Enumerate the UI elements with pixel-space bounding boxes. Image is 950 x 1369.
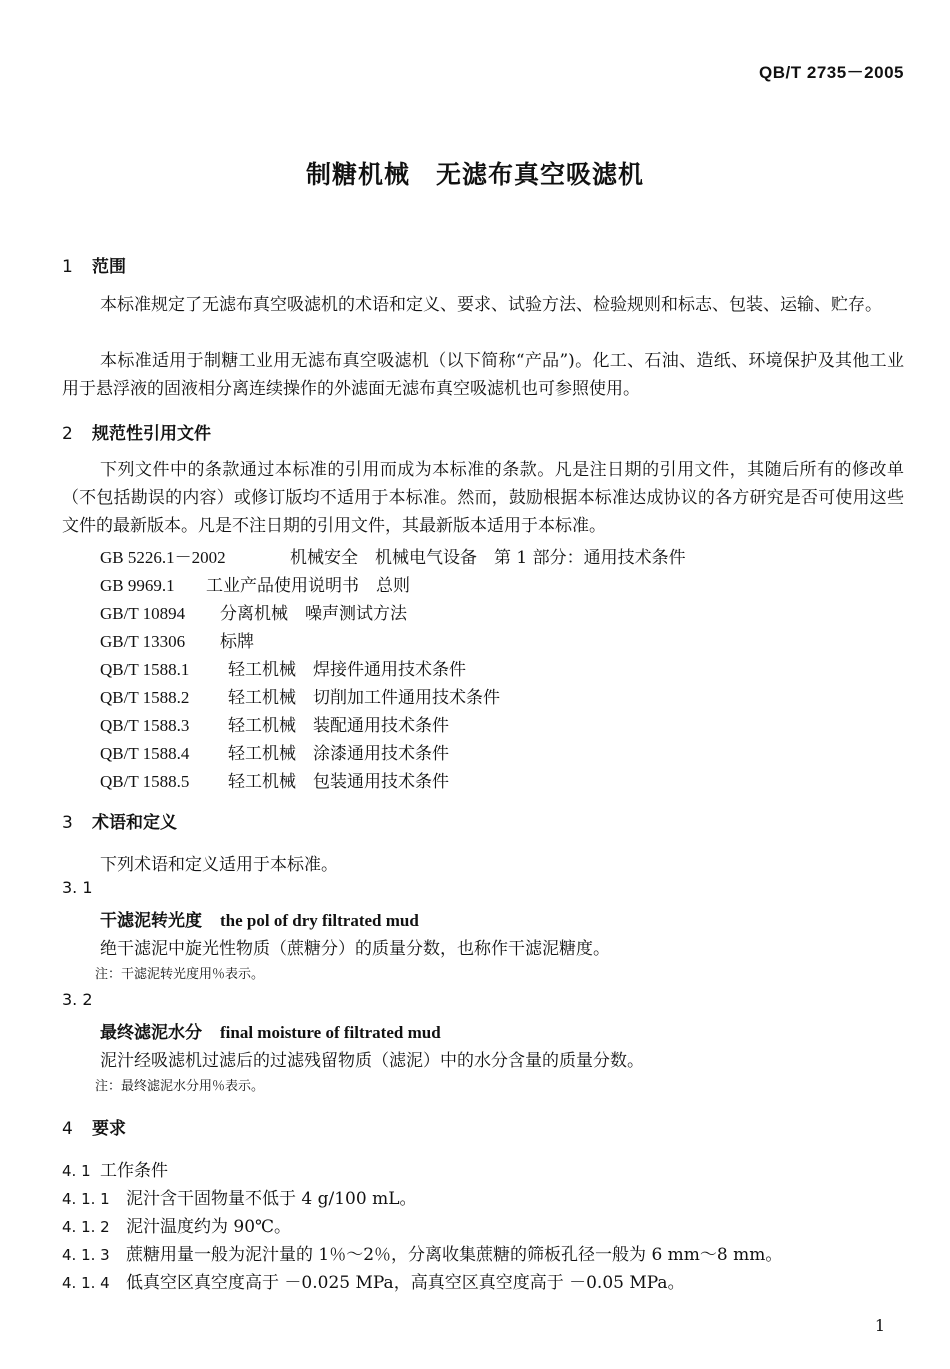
- section-2-paragraph: 下列文件中的条款通过本标准的引用而成为本标准的条款。凡是注日期的引用文件，其随后所有的修改单（不包括勘误的内容）或修订版均不适用于本标准。然而，鼓励根据本标准达成协议的各方研究是否可使用这些文件的最新版本。凡是不注日期的引用文件，其最新版本适用于本标准。: [62, 460, 904, 536]
- requirement-text: 低真空区真空度高于 －0.025 MPa，高真空区真空度高于 －0.05 MPa。: [126, 1273, 685, 1293]
- term-number: 3. 1: [62, 878, 93, 897]
- reference-code: QB/T 1588.2: [100, 688, 190, 707]
- requirement-item: [62, 1268, 685, 1293]
- reference-title: 轻工机械 焊接件通用技术条件: [228, 660, 466, 680]
- section-3-intro: 下列术语和定义适用于本标准。: [100, 855, 338, 875]
- term-note: 注：最终滤泥水分用％表示。: [95, 1079, 265, 1094]
- term-heading: [100, 1018, 441, 1043]
- section-2-heading: [62, 419, 211, 444]
- reference-item: [100, 627, 254, 652]
- term-zh: 干滤泥转光度: [100, 911, 202, 931]
- standard-code: QB/T 2735－2005: [759, 63, 904, 82]
- requirement-item: [62, 1184, 417, 1209]
- term-zh: 最终滤泥水分: [100, 1023, 202, 1043]
- reference-title: 工业产品使用说明书 总则: [206, 576, 410, 596]
- requirement-text: 泥汁温度约为 90℃。: [126, 1217, 292, 1237]
- requirement-text: 蔗糖用量一般为泥汁量的 1％～2％，分离收集蔗糖的筛板孔径一般为 6 mm～8 mm。: [126, 1245, 783, 1265]
- section-title: 规范性引用文件: [92, 424, 211, 444]
- section-title: 范围: [92, 257, 126, 277]
- requirement-text: 泥汁含干固物量不低于 4 g/100 mL。: [126, 1189, 417, 1209]
- section-1-paragraph-1: 本标准规定了无滤布真空吸滤机的术语和定义、要求、试验方法、检验规则和标志、包装、运输、贮存。: [100, 295, 882, 315]
- subsection-number: 4. 1: [62, 1162, 91, 1180]
- requirement-number: 4. 1. 1: [62, 1190, 110, 1208]
- term-heading: [100, 906, 419, 931]
- reference-title: 标牌: [220, 632, 254, 652]
- section-number: 3: [62, 813, 73, 833]
- reference-code: QB/T 1588.4: [100, 744, 190, 763]
- section-number: 2: [62, 424, 73, 444]
- reference-item: [100, 599, 407, 624]
- requirement-item: [62, 1212, 291, 1237]
- section-4-heading: [62, 1114, 126, 1139]
- reference-item: [100, 571, 410, 596]
- reference-code: QB/T 1588.1: [100, 660, 190, 679]
- requirement-item: [62, 1240, 782, 1265]
- term-en: the pol of dry filtrated mud: [220, 911, 419, 930]
- reference-item: [100, 655, 466, 680]
- term-note: 注：干滤泥转光度用％表示。: [95, 967, 265, 982]
- section-1-paragraph-2: 本标准适用于制糖工业用无滤布真空吸滤机（以下简称“产品”)。化工、石油、造纸、环境保护及其他工业用于悬浮液的固液相分离连续操作的外滤面无滤布真空吸滤机也可参照使用。: [62, 351, 904, 399]
- reference-code: QB/T 1588.5: [100, 772, 190, 791]
- reference-title: 机械安全 机械电气设备 第 1 部分：通用技术条件: [290, 548, 686, 568]
- reference-item: [100, 767, 449, 792]
- subsection-title: 工作条件: [100, 1161, 168, 1181]
- document-title: 制糖机械 无滤布真空吸滤机: [305, 160, 644, 189]
- section-3-heading: [62, 808, 177, 833]
- subsection-4-1-heading: [62, 1156, 168, 1181]
- reference-item: [100, 683, 500, 708]
- section-title: 要求: [92, 1119, 126, 1139]
- section-number: 4: [62, 1119, 73, 1139]
- reference-title: 轻工机械 涂漆通用技术条件: [228, 744, 449, 764]
- reference-item: [100, 711, 449, 736]
- term-definition: 绝干滤泥中旋光性物质（蔗糖分）的质量分数，也称作干滤泥糖度。: [100, 939, 610, 959]
- requirement-number: 4. 1. 4: [62, 1274, 110, 1292]
- section-title: 术语和定义: [92, 813, 177, 833]
- term-en: final moisture of filtrated mud: [220, 1023, 441, 1042]
- section-number: 1: [62, 257, 73, 277]
- reference-code: QB/T 1588.3: [100, 716, 190, 735]
- reference-title: 轻工机械 装配通用技术条件: [228, 716, 449, 736]
- reference-code: GB 9969.1: [100, 576, 175, 595]
- reference-title: 轻工机械 切削加工件通用技术条件: [228, 688, 500, 708]
- reference-item: [100, 543, 686, 568]
- requirement-number: 4. 1. 2: [62, 1218, 110, 1236]
- reference-code: GB/T 13306: [100, 632, 186, 651]
- reference-code: GB 5226.1－2002: [100, 548, 226, 567]
- reference-code: GB/T 10894: [100, 604, 186, 623]
- section-1-heading: [62, 252, 126, 277]
- requirement-number: 4. 1. 3: [62, 1246, 110, 1264]
- reference-item: [100, 739, 449, 764]
- term-definition: 泥汁经吸滤机过滤后的过滤残留物质（滤泥）中的水分含量的质量分数。: [100, 1051, 644, 1071]
- reference-title: 分离机械 噪声测试方法: [220, 604, 407, 624]
- reference-title: 轻工机械 包装通用技术条件: [228, 772, 449, 792]
- page-number: 1: [874, 1316, 885, 1335]
- term-number: 3. 2: [62, 990, 93, 1009]
